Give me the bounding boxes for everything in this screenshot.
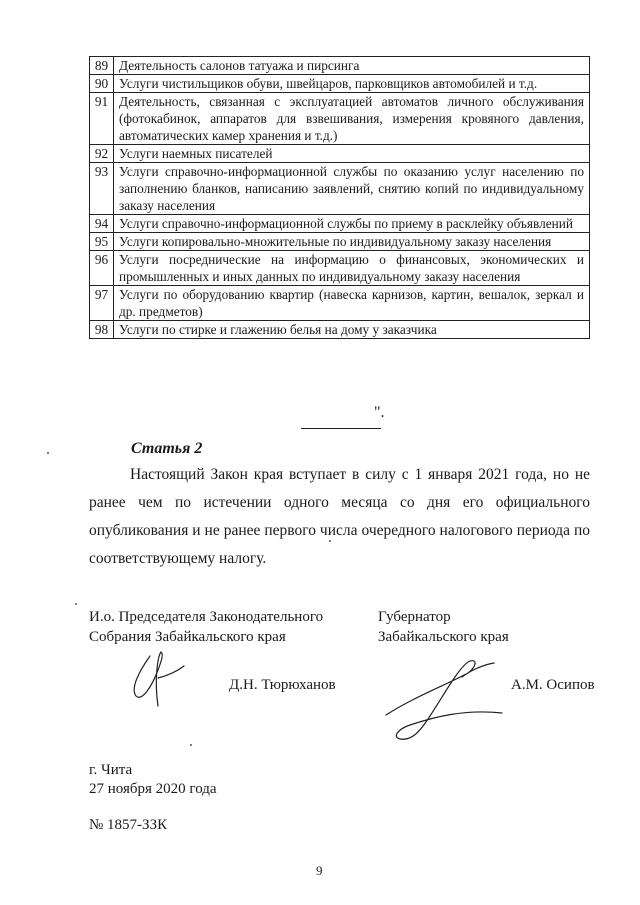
signing-date: 27 ноября 2020 года — [89, 781, 217, 797]
service-description: Деятельность салонов татуажа и пирсинга — [114, 57, 590, 75]
row-number: 90 — [90, 75, 114, 93]
row-number: 92 — [90, 145, 114, 163]
left-signatory-name: Д.Н. Тюрюханов — [229, 677, 336, 693]
table-row — [90, 215, 590, 233]
service-description: Услуги по стирке и глажению белья на дому у заказчика — [114, 321, 590, 339]
row-number: 98 — [90, 321, 114, 339]
article-title: Статья 2 — [131, 440, 203, 457]
table-row — [90, 163, 590, 215]
table-row — [90, 75, 590, 93]
article-body: Настоящий Закон края вступает в силу с 1 января 2021 года, но не ранее чем по истечении одного месяца со дня его официального опубликования и не ранее первого числа очередного налогового периода по соответствующему налогу. — [89, 466, 590, 567]
closing-quote: ". — [374, 404, 385, 421]
row-number: 97 — [90, 286, 114, 321]
row-number: 96 — [90, 251, 114, 286]
row-number: 89 — [90, 57, 114, 75]
service-description: Услуги копировально-множительные по индивидуальному заказу населения — [114, 233, 590, 251]
service-description: Деятельность, связанная с эксплуатацией автоматов личного обслуживания (фотокабинок, аппаратов для взвешивания, измерения кровяного давления, автоматических камер хранения и т.д.) — [114, 93, 590, 145]
page-number: 9 — [316, 863, 323, 878]
scan-speck — [329, 540, 331, 542]
service-description: Услуги наемных писателей — [114, 145, 590, 163]
service-description: Услуги чистильщиков обуви, швейцаров, парковщиков автомобилей и т.д. — [114, 75, 590, 93]
table-row — [90, 251, 590, 286]
scan-speck — [190, 744, 192, 746]
service-description: Услуги посреднические на информацию о финансовых, экономических и промышленных и иных данных по индивидуальному заказу населения — [114, 251, 590, 286]
scan-speck — [75, 603, 77, 605]
left-handwritten-signature — [128, 648, 188, 710]
left-signatory-title-line2: Собрания Забайкальского края — [89, 629, 286, 645]
services-table-body — [90, 57, 590, 339]
law-number: № 1857-ЗЗК — [89, 817, 168, 833]
table-row — [90, 233, 590, 251]
service-description: Услуги по оборудованию квартир (навеска карнизов, картин, вешалок, зеркал и др. предметов) — [114, 286, 590, 321]
table-row — [90, 145, 590, 163]
right-signatory-title — [378, 607, 509, 647]
closing-underline — [301, 412, 381, 429]
table-row — [90, 93, 590, 145]
table-row — [90, 286, 590, 321]
scan-speck — [47, 452, 49, 454]
place-and-date — [89, 761, 217, 799]
right-signatory-title-line2: Забайкальского края — [378, 629, 509, 645]
left-signatory-title-line1: И.о. Председателя Законодательного — [89, 609, 324, 625]
right-signatory-title-line1: Губернатор — [378, 609, 451, 625]
left-signatory-title — [89, 607, 323, 647]
right-handwritten-signature — [384, 655, 504, 745]
services-table — [89, 56, 590, 339]
service-description: Услуги справочно-информационной службы по приему в расклейку объявлений — [114, 215, 590, 233]
service-description: Услуги справочно-информационной службы по оказанию услуг населению по заполнению бланков, написанию заявлений, снятию копий по индивидуальному заказу населения — [114, 163, 590, 215]
right-signatory-name: А.М. Осипов — [511, 677, 595, 693]
row-number: 95 — [90, 233, 114, 251]
row-number: 93 — [90, 163, 114, 215]
row-number: 94 — [90, 215, 114, 233]
row-number: 91 — [90, 93, 114, 145]
table-row — [90, 321, 590, 339]
table-row — [90, 57, 590, 75]
city: г. Чита — [89, 762, 133, 778]
